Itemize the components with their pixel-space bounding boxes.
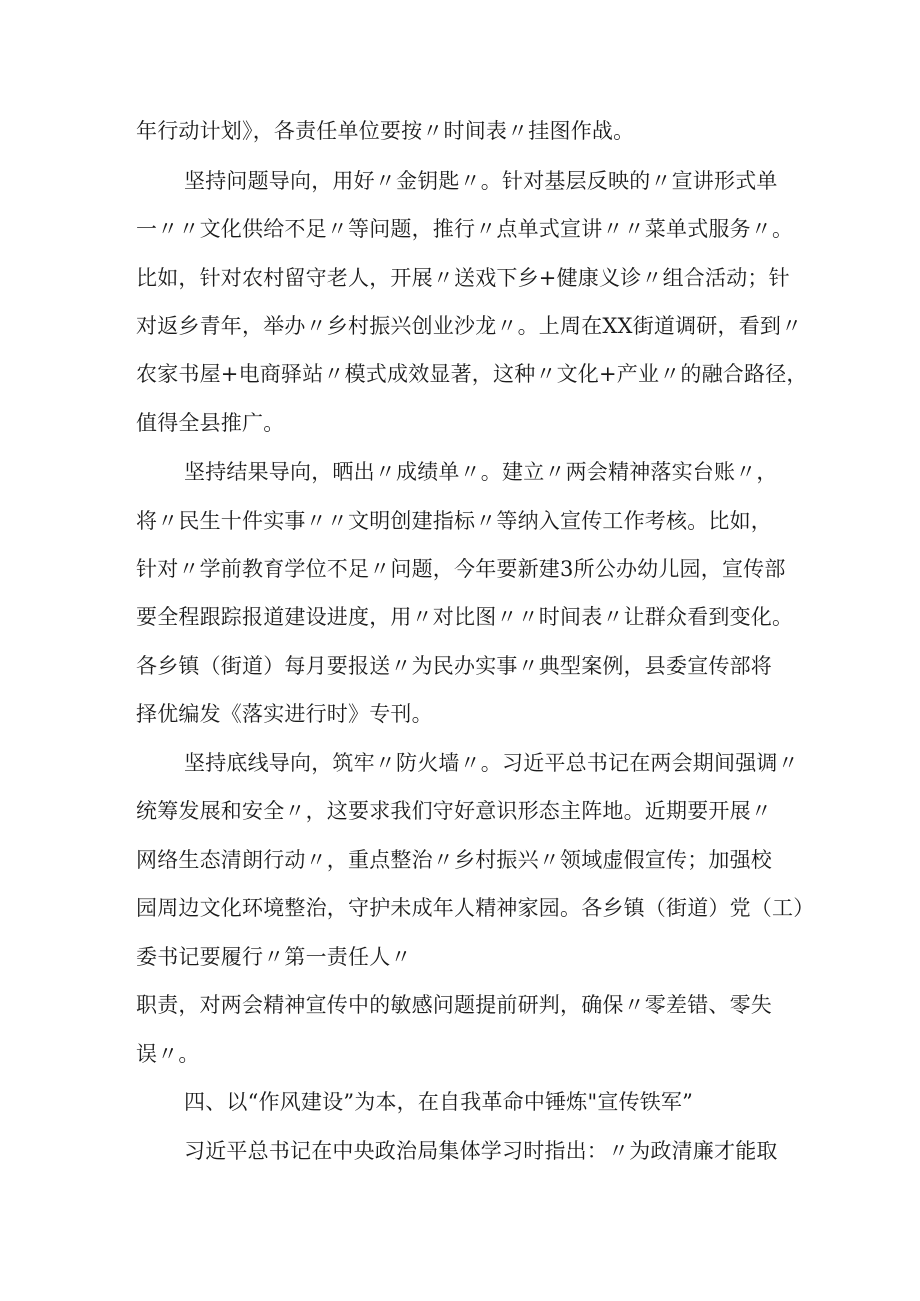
text-line: 将〃民生十件实事〃〃文明创建指标〃等纳入宣传工作考核。比如， xyxy=(136,509,772,533)
paragraph-start: 坚持底线导向，筑牢〃防火墙〃。习近平总书记在两会期间强调〃 xyxy=(184,751,799,775)
text-line: 年行动计划》，各责任单位要按〃时间表〃挂图作战。 xyxy=(136,119,635,143)
text-line: 园周边文化环境整治，守护未成年人精神家园。各乡镇（街道）党（工） xyxy=(136,896,815,920)
text-line: 农家书屋+电商驿站〃模式成效显著，这种〃文化+产业〃的融合路径， xyxy=(136,362,808,386)
text-line: 一〃〃文化供给不足〃等问题，推行〃点单式宣讲〃〃菜单式服务〃。 xyxy=(136,217,794,241)
text-line: 择优编发《落实进行时》专刊。 xyxy=(136,702,433,726)
text-line: 针对〃学前教育学位不足〃问题，今年要新建3所公办幼儿园，宣传部 xyxy=(136,557,786,581)
text-line: 委书记要履行〃第一责任人〃 xyxy=(136,945,412,969)
paragraph-start: 坚持结果导向，晒出〃成绩单〃。建立〃两会精神落实台账〃， xyxy=(184,460,778,484)
text-line: 统筹发展和安全〃，这要求我们守好意识形态主阵地。近期要开展〃 xyxy=(136,799,772,823)
text-line: 各乡镇（街道）每月要报送〃为民办实事〃典型案例，县委宣传部将 xyxy=(136,654,772,678)
text-line: 要全程跟踪报道建设进度，用〃对比图〃〃时间表〃让群众看到变化。 xyxy=(136,605,794,629)
section-heading: 四、以“作风建设”为本，在自我革命中锤炼"宣传铁军” xyxy=(184,1090,694,1114)
text-line: 值得全县推广。 xyxy=(136,411,285,435)
paragraph-start: 坚持问题导向，用好〃金钥匙〃。针对基层反映的〃宣讲形式单 xyxy=(184,169,778,193)
text-line: 误〃。 xyxy=(136,1042,200,1066)
text-line: 比如，针对农村留守老人，开展〃送戏下乡+健康义诊〃组合活动；针 xyxy=(136,266,790,290)
paragraph-start: 习近平总书记在中央政治局集体学习时指出：〃为政清廉才能取 xyxy=(184,1139,778,1163)
text-line: 网络生态清朗行动〃，重点整治〃乡村振兴〃领域虚假宣传；加强校 xyxy=(136,848,772,872)
text-line: 职责，对两会精神宣传中的敏感问题提前研判，确保〃零差错、零失 xyxy=(136,993,772,1017)
text-line: 对返乡青年，举办〃乡村振兴创业沙龙〃。上周在XX街道调研，看到〃 xyxy=(136,314,803,338)
